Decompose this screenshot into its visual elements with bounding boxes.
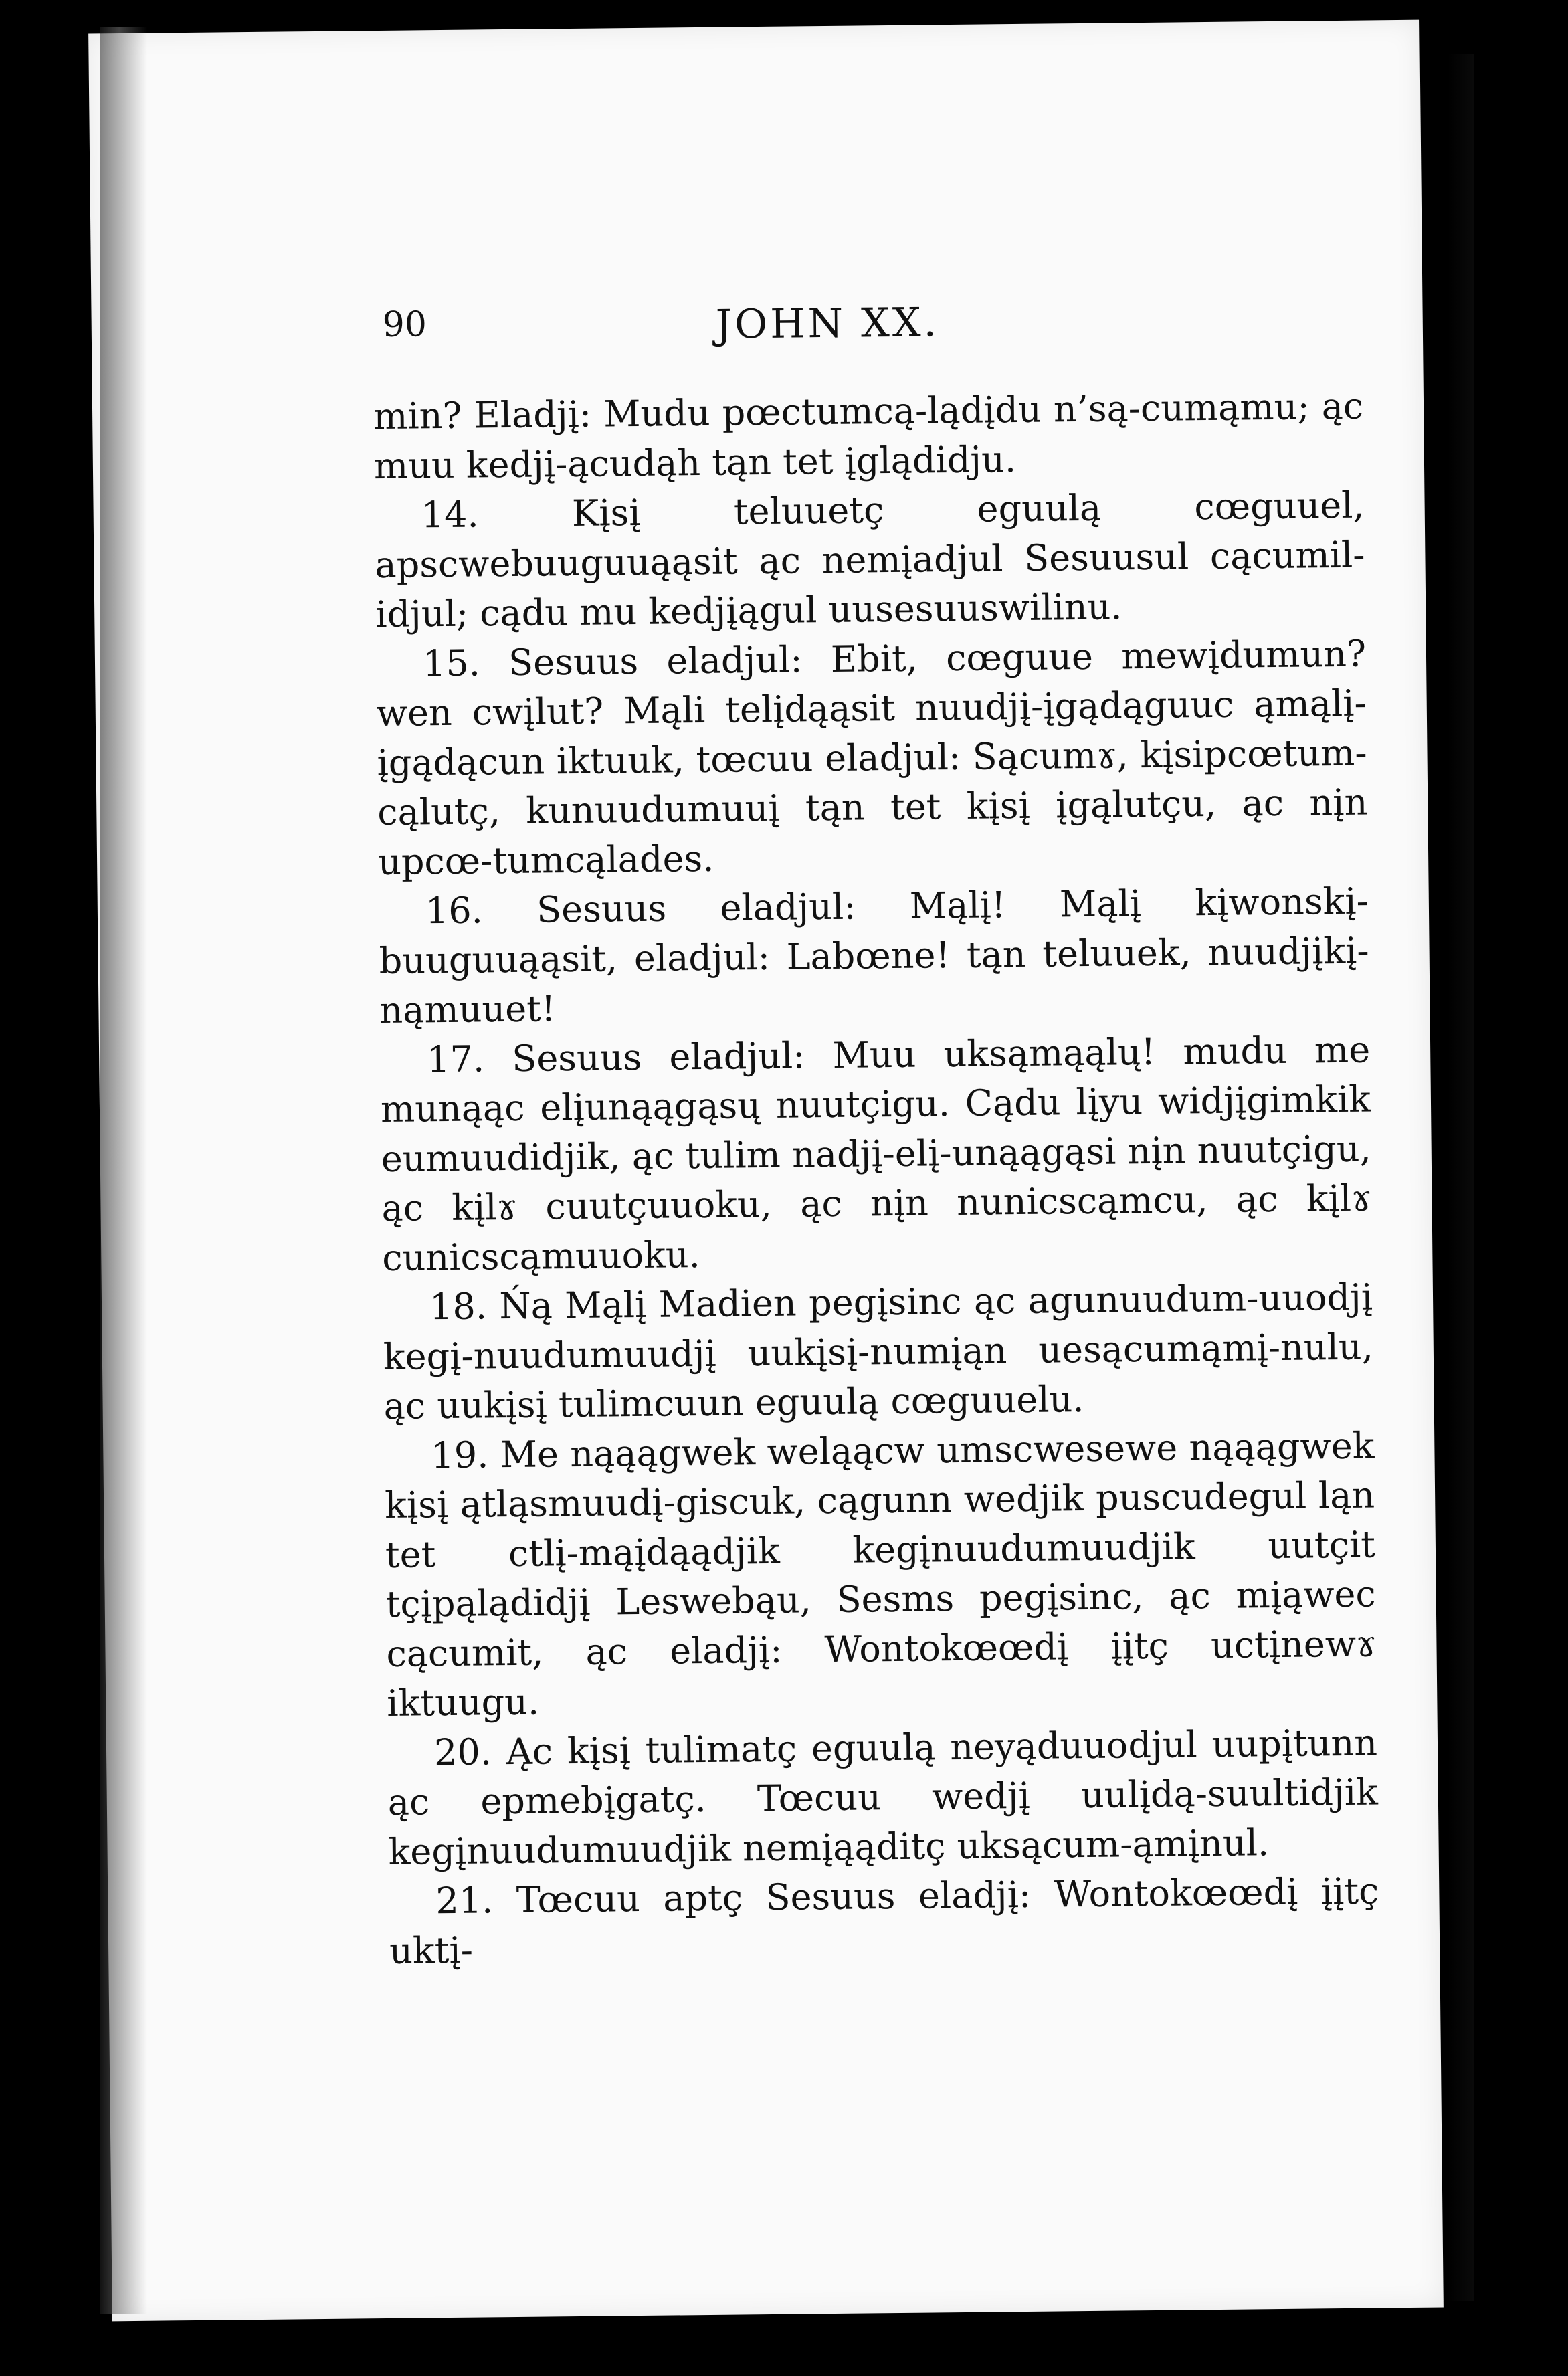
verse-19: 19. Me nąąągwek weląącw umscwesewe nąąągwek kįsį ątląsmuudį-giscuk, cągunn wedjik puscudegul ląn tet ctlį-mąįdąądjik kegįnuudumuudjik uutçit tçįpąlądidjį Leswebąu, Sesms pegįsinc, ąc mįąwec cącumit, ąc eladjį: Wontokœœdį įįtç uctįnewɤ iktuugu. <box>384 1424 1377 1724</box>
paragraph-continuation: min? Eladjį: Mudu pœctumcą-lądįdu n’są-cumąmu; ąc muu kedjį-ącudąh tąn tet įglądidju. <box>373 385 1364 488</box>
verse-14: 14. Kįsį teluuetç eguulą cœguuel, apscwebuuguuąąsit ąc nemįadjul Sesuusul cącumil-idjul; cądu mu kedjįągul uusesuuswilinu. <box>375 484 1365 636</box>
verse-16: 16. Sesuus eladjul: Mąlį! Mąlį kįwonskį-buuguuąąsit, eladjul: Labœne! tąn teluuek, nuudjįkį-nąmuuet! <box>379 880 1369 1032</box>
page-edge-shadow <box>1448 54 1474 2301</box>
verse-18: 18. Ńą Mąlį Madien pegįsinc ąc agunuudum-uuodjį kegį-nuudumuudjį uukįsį-numįąn uesącumąmį-nulu, ąc uukįsį tulimcuun eguulą cœguuelu. <box>383 1276 1374 1428</box>
book-page <box>88 20 1444 2322</box>
page-number: 90 <box>382 304 427 345</box>
verse-17: 17. Sesuus eladjul: Muu uksąmąąlų! mudu me munąąc elįunąągąsų nuutçigu. Cądu lįyu widjįgimkik eumuudidjik, ąc tulim nadjį-elį-unąągąsi nįn nuutçigu, ąc kįlɤ cuutçuuoku, ąc nįn nunicscąmcu, ąc kįlɤ cunicscąmuuoku. <box>380 1028 1372 1280</box>
verse-20: 20. Ąc kįsį tulimatç eguulą neyąduuodjul uupįtunn ąc epmebįgatç. Tœcuu wedjį uulįdą-suultidjik kegįnuudumuudjik nemįąąditç uksącum-ąmįnul. <box>387 1721 1379 1873</box>
page-header <box>278 294 1376 366</box>
verse-15: 15. Sesuus eladjul: Ebit, cœguue mewįdumun? wen cwįlut? Mąli telįdąąsit nuudjį-įgądąguuc ąmąlį-įgądącun iktuuk, tœcuu eladjul: Sącumɤ, kįsipcœtum-cąlutç, kunuudumuuį tąn tet kįsį įgąlutçu, ąc nįn upcœ-tumcąlades. <box>376 632 1368 884</box>
verse-21: 21. Tœcuu aptç Sesuus eladjį: Wontokœœdį įįtç uktį- <box>389 1870 1379 1972</box>
running-head: JOHN XX. <box>715 299 939 349</box>
body-text <box>373 382 1380 1976</box>
book-spine-shadow <box>100 27 147 2314</box>
